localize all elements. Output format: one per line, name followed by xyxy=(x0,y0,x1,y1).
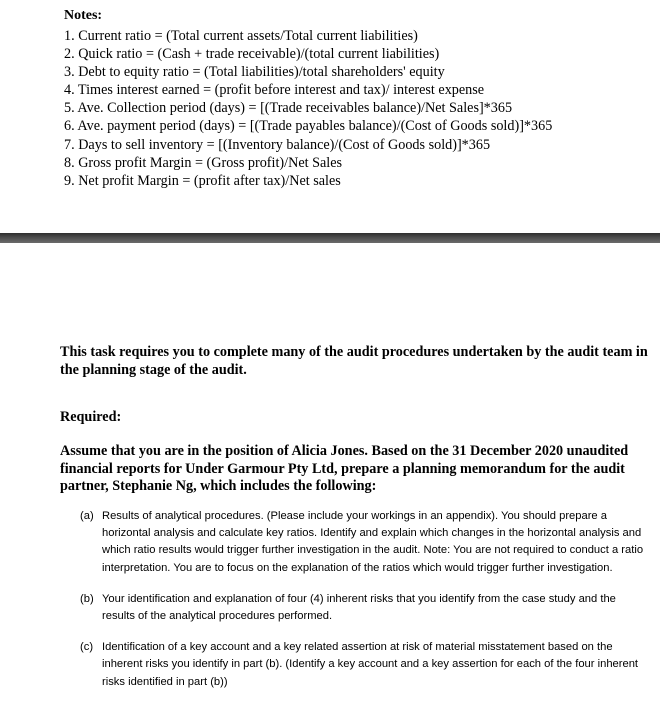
requirement-label: (c) xyxy=(80,641,94,654)
requirement-text: Results of analytical procedures. (Please include your workings in an appendix). You should prepare a horizontal analysis and calculate key ratios. Identify and explain which changes in the horizontal analysis and which ratio results would trigger further investigation in the audit. Note: You are not required to conduct a ratio interpretation. You are to focus on the explanation of the ratios which would trigger further investigation. xyxy=(102,510,644,574)
requirement-label: (b) xyxy=(80,592,94,605)
requirements-list xyxy=(80,508,650,705)
requirement-item xyxy=(80,508,650,577)
requirement-text: Identification of a key account and a key related assertion at risk of material misstatement based on the inherent risks you identify in part (b). (Identify a key account and a key assertion for each of the four inherent risks identified in part (b)) xyxy=(102,641,639,688)
note-item: 2. Quick ratio = (Cash + trade receivable)/(total current liabilities) xyxy=(64,46,440,63)
requirement-item xyxy=(80,639,650,691)
page-top xyxy=(0,0,660,233)
note-item: 1. Current ratio = (Total current assets/Total current liabilities) xyxy=(64,28,418,44)
page-bottom xyxy=(0,243,660,704)
notes-title: Notes: xyxy=(64,8,103,23)
assume-paragraph: Assume that you are in the position of Alicia Jones. Based on the 31 December 2020 unaudited financial reports for Under Garmour Pty Ltd, prepare a planning memorandum for the audit partner, Stephanie Ng, which includes the following: xyxy=(60,443,629,494)
required-heading: Required: xyxy=(60,409,122,425)
requirement-label: (a) xyxy=(80,510,94,522)
note-item: 5. Ave. Collection period (days) = [(Trade receivables balance)/Net Sales]*365 xyxy=(64,100,513,117)
requirement-text: Your identification and explanation of four (4) inherent risks that you identify from the case study and the results of the analytical procedures performed. xyxy=(102,592,616,623)
note-item: 9. Net profit Margin = (profit after tax)/Net sales xyxy=(64,172,341,189)
note-item: 4. Times interest earned = (profit before interest and tax)/ interest expense xyxy=(64,82,485,99)
note-item: 7. Days to sell inventory = [(Inventory balance)/(Cost of Goods sold)]*365 xyxy=(64,136,491,153)
notes-list xyxy=(64,27,552,190)
note-item: 8. Gross profit Margin = (Gross profit)/Net Sales xyxy=(64,154,343,171)
page-separator xyxy=(0,233,660,243)
requirement-item xyxy=(80,591,650,625)
note-item: 6. Ave. payment period (days) = [(Trade payables balance)/(Cost of Goods sold)]*365 xyxy=(64,118,553,135)
note-item: 3. Debt to equity ratio = (Total liabilities)/total shareholders' equity xyxy=(64,64,445,81)
task-intro: This task requires you to complete many of the audit procedures undertaken by the audit team in the planning stage of the audit. xyxy=(60,344,648,378)
